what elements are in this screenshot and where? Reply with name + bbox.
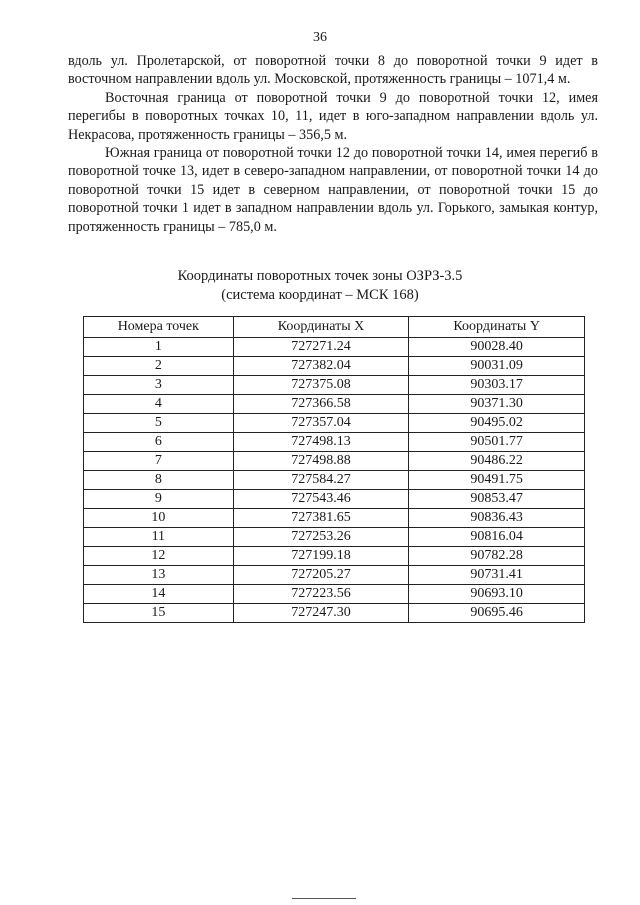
table-row — [84, 585, 585, 604]
cell-point-number: 1 — [84, 338, 234, 357]
paragraph-3: Южная граница от поворотной точки 12 до поворотной точки 14, имея перегиб в поворотной точке 13, идет в северо-западном направлении, от поворотной точки 14 до поворотной точки 15 идет в северном направлении, от поворотной точки 15 до поворотной точки 1 идет в западном направлении вдоль ул. Горького, замыкая контур, протяженность границы – 785,0 м. — [68, 145, 598, 235]
cell-point-number: 3 — [84, 376, 234, 395]
page-number: 36 — [313, 30, 327, 45]
cell-coordinate-y: 90782.28 — [409, 547, 585, 566]
cell-coordinate-y: 90731.41 — [409, 566, 585, 585]
cell-coordinate-x: 727271.24 — [233, 338, 409, 357]
cell-coordinate-x: 727205.27 — [233, 566, 409, 585]
paragraph-2: Восточная граница от поворотной точки 9 до поворотной точки 12, имея перегибы в поворотных точках 10, 11, идет в юго-западном направлении вдоль ул. Некрасова, протяженность границы – 356,5 м. — [68, 89, 598, 143]
cell-point-number: 7 — [84, 452, 234, 471]
table-row — [84, 414, 585, 433]
table-row — [84, 528, 585, 547]
cell-coordinate-x: 727382.04 — [233, 357, 409, 376]
cell-point-number: 9 — [84, 490, 234, 509]
cell-point-number: 10 — [84, 509, 234, 528]
cell-point-number: 12 — [84, 547, 234, 566]
cell-point-number: 5 — [84, 414, 234, 433]
document-body — [68, 52, 598, 236]
coordinates-table — [83, 316, 585, 623]
cell-coordinate-y: 90371.30 — [409, 395, 585, 414]
table-row — [84, 471, 585, 490]
table-header-row — [84, 317, 585, 338]
cell-coordinate-x: 727247.30 — [233, 604, 409, 623]
cell-coordinate-y: 90028.40 — [409, 338, 585, 357]
cell-coordinate-x: 727223.56 — [233, 585, 409, 604]
table-caption-subtitle: (система координат – МСК 168) — [221, 287, 419, 303]
cell-coordinate-x: 727498.13 — [233, 433, 409, 452]
cell-point-number: 6 — [84, 433, 234, 452]
cell-coordinate-x: 727498.88 — [233, 452, 409, 471]
table-row — [84, 357, 585, 376]
cell-point-number: 4 — [84, 395, 234, 414]
table-row — [84, 547, 585, 566]
cell-coordinate-y: 90853.47 — [409, 490, 585, 509]
cell-coordinate-y: 90836.43 — [409, 509, 585, 528]
table-row — [84, 395, 585, 414]
cell-coordinate-x: 727584.27 — [233, 471, 409, 490]
scan-artifact-mark — [292, 892, 356, 899]
cell-coordinate-y: 90495.02 — [409, 414, 585, 433]
cell-coordinate-x: 727375.08 — [233, 376, 409, 395]
cell-point-number: 11 — [84, 528, 234, 547]
cell-point-number: 2 — [84, 357, 234, 376]
cell-coordinate-y: 90693.10 — [409, 585, 585, 604]
table-row — [84, 604, 585, 623]
table-caption — [0, 267, 640, 305]
cell-coordinate-x: 727543.46 — [233, 490, 409, 509]
cell-coordinate-y: 90031.09 — [409, 357, 585, 376]
cell-coordinate-y: 90695.46 — [409, 604, 585, 623]
cell-coordinate-y: 90303.17 — [409, 376, 585, 395]
paragraph-1: вдоль ул. Пролетарской, от поворотной точки 8 до поворотной точки 9 идет в восточном направлении вдоль ул. Московской, протяженность границы – 1071,4 м. — [68, 53, 598, 88]
cell-coordinate-y: 90501.77 — [409, 433, 585, 452]
table-row — [84, 566, 585, 585]
cell-point-number: 8 — [84, 471, 234, 490]
table-row — [84, 376, 585, 395]
table-row — [84, 509, 585, 528]
cell-coordinate-x: 727253.26 — [233, 528, 409, 547]
table-row — [84, 338, 585, 357]
cell-coordinate-y: 90816.04 — [409, 528, 585, 547]
cell-point-number: 13 — [84, 566, 234, 585]
cell-coordinate-x: 727199.18 — [233, 547, 409, 566]
cell-coordinate-x: 727366.58 — [233, 395, 409, 414]
header-point-number: Номера точек — [84, 317, 234, 338]
cell-point-number: 14 — [84, 585, 234, 604]
cell-coordinate-y: 90486.22 — [409, 452, 585, 471]
cell-point-number: 15 — [84, 604, 234, 623]
header-coordinate-y: Координаты Y — [409, 317, 585, 338]
cell-coordinate-y: 90491.75 — [409, 471, 585, 490]
table-row — [84, 490, 585, 509]
cell-coordinate-x: 727381.65 — [233, 509, 409, 528]
table-row — [84, 433, 585, 452]
header-coordinate-x: Координаты X — [233, 317, 409, 338]
cell-coordinate-x: 727357.04 — [233, 414, 409, 433]
table-caption-title: Координаты поворотных точек зоны ОЗРЗ-3.5 — [177, 268, 463, 284]
table-row — [84, 452, 585, 471]
